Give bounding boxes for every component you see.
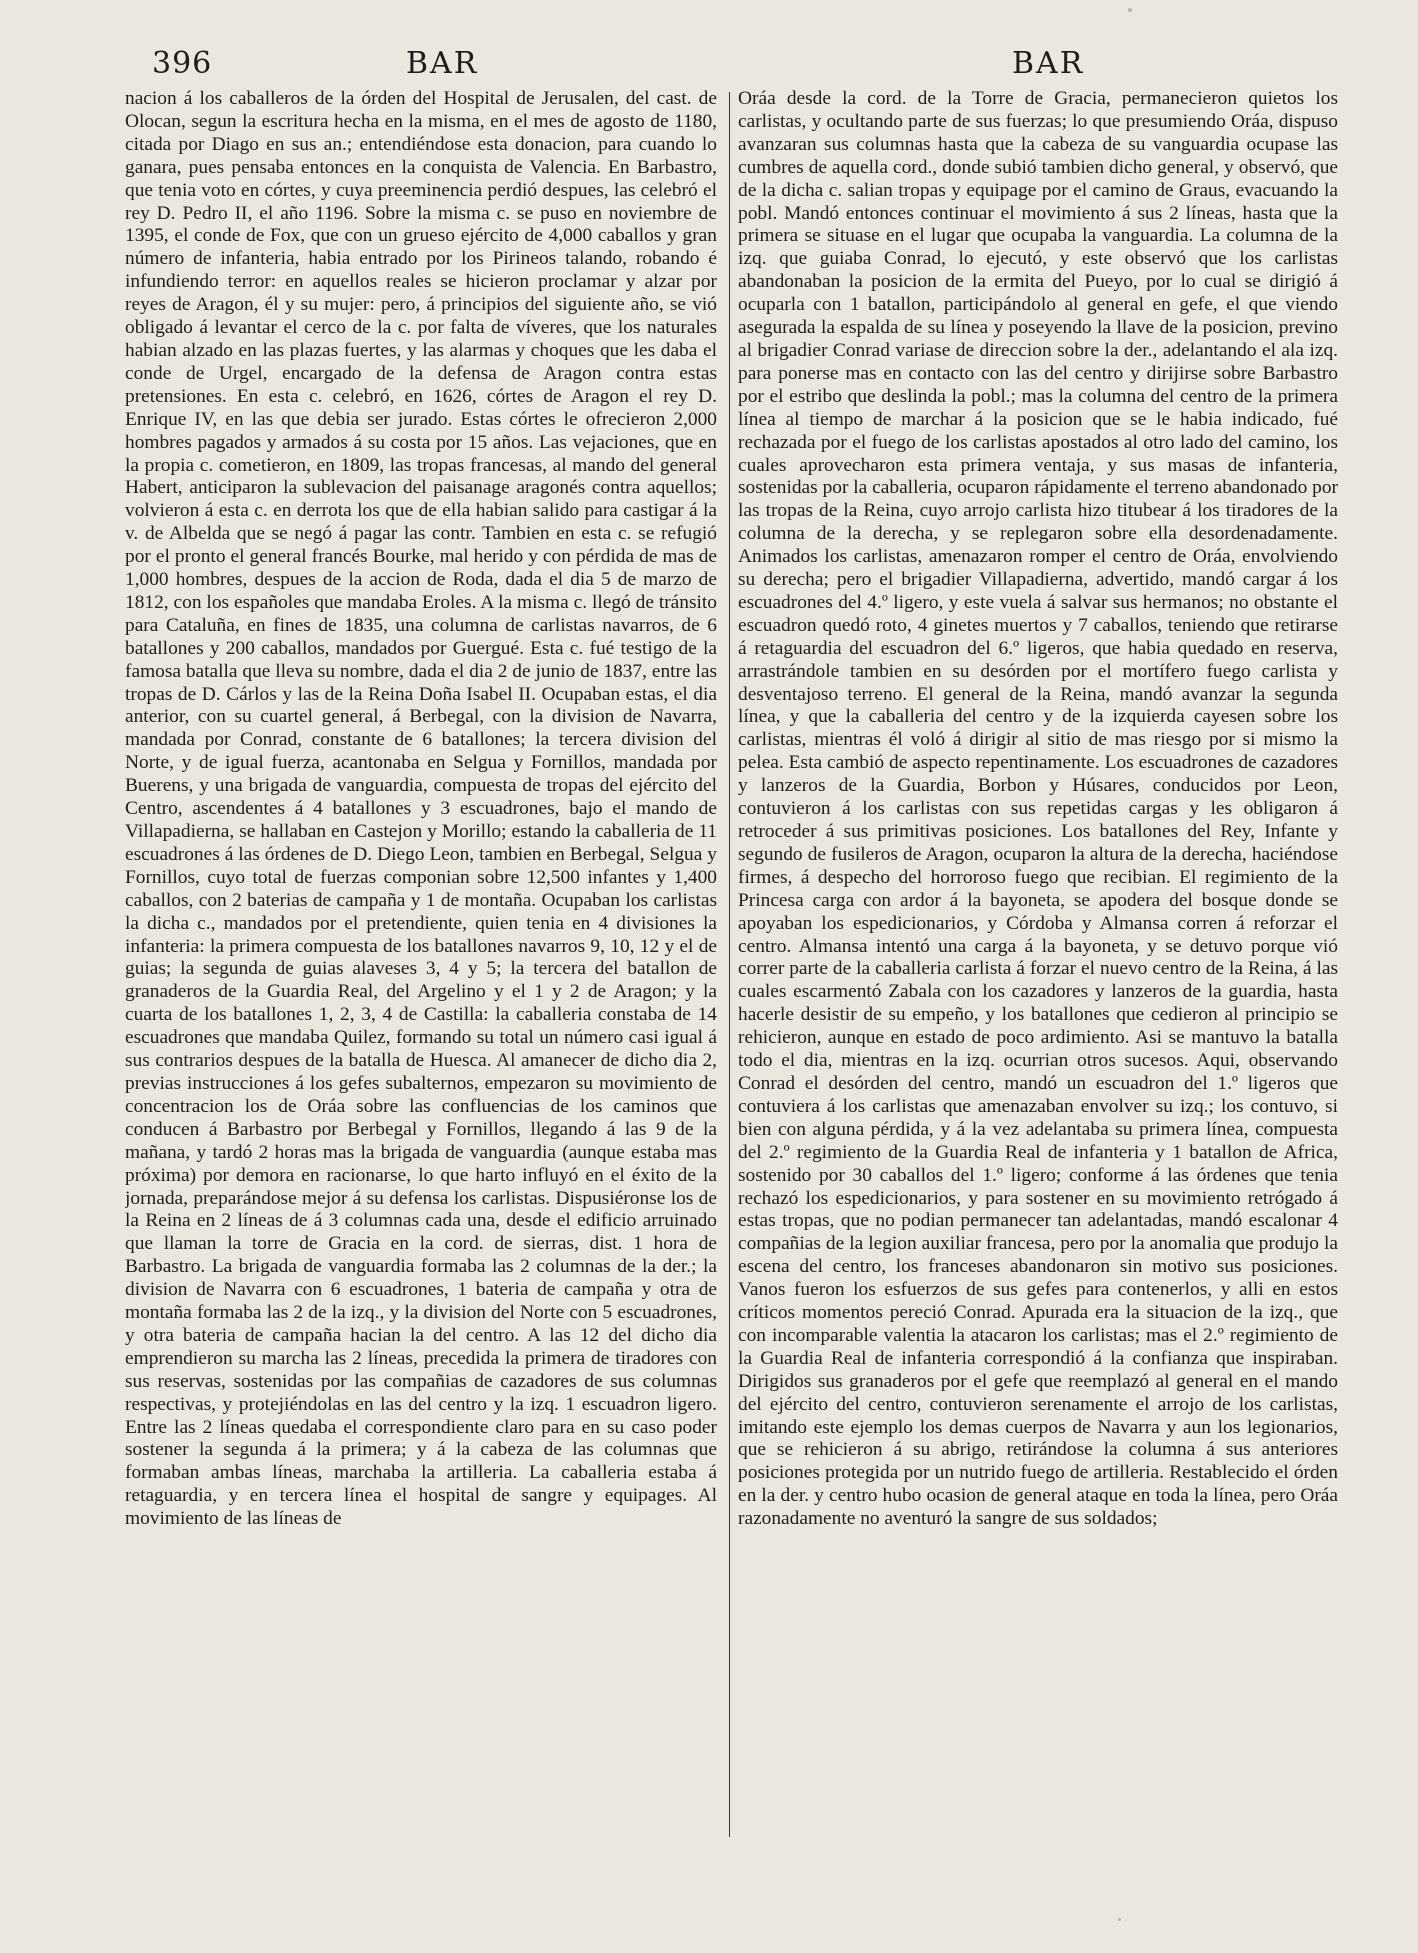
paper-speck [1128, 8, 1132, 12]
paper-speck [1118, 1918, 1121, 1921]
right-text-column [738, 88, 1338, 1838]
column-divider [729, 92, 730, 1837]
right-running-head: BAR [1012, 46, 1085, 81]
left-column-paragraph: nacion á los caballeros de la órden del Hospital de Jerusalen, del cast. de Olocan, segun la escritura hecha en la misma, en el mes de agosto de 1180, citada por Diago en sus an.; entendiéndose esta donacion, para cuando lo ganara, pues pensaba entonces en la conquista de Valencia. En Barbastro, que tenia voto en córtes, y cuya preeminencia perdió despues, las celebró el rey D. Pedro II, el año 1196. Sobre la misma c. se puso en noviembre de 1395, el conde de Fox, que con un grueso ejército de 4,000 caballos y gran número de infanteria, habia entrado por los Pirineos talando, robando é infundiendo terror: en aquellos reales se hicieron proclamar y alzar por reyes de Aragon, él y su mujer: pero, á principios del siguiente año, se vió obligado á levantar el cerco de la c. por falta de víveres, que los naturales habian alzado en las plazas fuertes, y las alarmas y choques que les daba el conde de Urgel, encargado de la defensa de Aragon contra estas pretensiones. En esta c. celebró, en 1626, córtes de Aragon el rey D. Enrique IV, en las que debia ser jurado. Estas córtes le ofrecieron 2,000 hombres pagados y armados á su costa por 15 años. Las vejaciones, que en la propia c. cometieron, en 1809, las tropas francesas, al mando del general Habert, anticiparon la sublevacion del paisanage aragonés contra aquellos; volvieron á esta c. en derrota los que de ella habian salido para castigar á la v. de Albelda que se negó á pagar las contr. Tambien en esta c. se refugió por el pronto el general francés Bourke, mal herido y con pérdida de mas de 1,000 hombres, despues de la accion de Roda, dada el dia 5 de marzo de 1812, con los españoles que mandaba Eroles. A la misma c. llegó de tránsito para Cataluña, en fines de 1835, una columna de carlistas navarros, de 6 batallones y 200 caballos, mandados por Guergué. Esta c. fué testigo de la famosa batalla que lleva su nombre, dada el dia 2 de junio de 1837, entre las tropas de D. Cárlos y las de la Reina Doña Isabel II. Ocupaban estas, el dia anterior, con su cuartel general, á Berbegal, con la division de Navarra, mandada por Conrad, constante de 6 batallones; la tercera division del Norte, y de igual fuerza, acantonaba en Selgua y Fornillos, mandada por Buerens, y una brigada de vanguardia, compuesta de tropas del ejército del Centro, ascendentes á 4 batallones y 3 escuadrones, bajo el mando de Villapadierna, se hallaban en Castejon y Morillo; estando la caballeria de 11 escuadrones á las órdenes de D. Diego Leon, tambien en Berbegal, Selgua y Fornillos, cuyo total de fuerzas componian sobre 12,500 infantes y 1,400 caballos, con 2 baterias de campaña y 1 de montaña. Ocupaban los carlistas la dicha c., mandados por el pretendiente, quien tenia en 4 divisiones la infanteria: la primera compuesta de los batallones navarros 9, 10, 12 y el de guias; la segunda de guias alaveses 3, 4 y 5; la tercera del batallon de granaderos de la Guardia Real, del Argelino y el 1 y 2 de Aragon; y la cuarta de los batallones 1, 2, 3, 4 de Castilla: la caballeria constaba de 14 escuadrones que mandaba Quilez, formando su total un número casi igual á sus contrarios despues de la batalla de Huesca. Al amanecer de dicho dia 2, previas instrucciones á los gefes subalternos, empezaron su movimiento de concentracion los de Oráa sobre las confluencias de los caminos que conducen á Barbastro por Berbegal y Fornillos, llegando á las 9 de la mañana, y tardó 2 horas mas la brigada de vanguardia (aunque estaba mas próxima) por demora en racionarse, lo que harto influyó en el éxito de la jornada, preparándose mejor á su defensa los carlistas. Dispusiéronse los de la Reina en 2 líneas de á 3 columnas cada una, desde el edificio arruinado que llaman la torre de Gracia en la cord. de sierras, dist. 1 hora de Barbastro. La brigada de vanguardia formaba las 2 columnas de la der.; la division de Navarra con 6 escuadrones, 1 bateria de campaña y otra de montaña formaba las 2 de la izq., y la division del Norte con 5 escuadrones, y otra bateria de campaña hacian la del centro. A las 12 del dicho dia emprendieron su marcha las 2 líneas, precedida la primera de tiradores con sus reservas, sostenidas por las compañias de cazadores de sus columnas respectivas, y protejiéndolas en las del centro y la izq. 1 escuadron ligero. Entre las 2 líneas quedaba el correspondiente claro para en su caso poder sostener la segunda á la primera; y á la cabeza de las columnas que formaban ambas líneas, marchaba la artilleria. La caballeria estaba á retaguardia, y en tercera línea el hospital de sangre y equipages. Al movimiento de las líneas de [125, 88, 717, 1530]
left-text-column [125, 88, 717, 1838]
left-running-head: BAR [406, 46, 479, 81]
right-column-paragraph: Oráa desde la cord. de la Torre de Gracia, permanecieron quietos los carlistas, y ocultando parte de sus fuerzas; lo que presumiendo Oráa, dispuso avanzaran sus columnas hasta que la cabeza de su vanguardia ocupase las cumbres de aquella cord., donde subió tambien dicho general, y observó, que de la dicha c. salian tropas y equipage por el camino de Graus, evacuando la pobl. Mandó entonces continuar el movimiento á sus 2 líneas, hasta que la primera se situase en el lugar que ocupaba la vanguardia. La columna de la izq. que guiaba Conrad, lo ejecutó, y este observó que los carlistas abandonaban la posicion de la ermita del Pueyo, por lo cual se dirigió á ocuparla con 1 batallon, participándolo al general en gefe, el que viendo asegurada la espalda de su línea y poseyendo la llave de la posicion, previno al brigadier Conrad variase de direccion sobre la der., adelantando el ala izq. para ponerse mas en contacto con las del centro y dirijirse sobre Barbastro por el estribo que deslinda la pobl.; mas la columna del centro de la primera línea al tiempo de marchar á la posicion que se le habia indicado, fué rechazada por el fuego de los carlistas apostados al otro lado del camino, los cuales aprovecharon esta primera ventaja, y sus masas de infanteria, sostenidas por la caballeria, ocuparon rápidamente el terreno abandonado por las tropas de la Reina, cuyo arrojo carlista hizo titubear á los tiradores de la columna de la derecha, y se replegaron sobre ella desordenadamente. Animados los carlistas, amenazaron romper el centro de Oráa, envolviendo su derecha; pero el brigadier Villapadierna, advertido, mandó cargar á los escuadrones del 4.º ligero, y este vuela á salvar sus hermanos; no obstante el escuadron quedó roto, 4 ginetes muertos y 7 caballos, teniendo que retirarse á retaguardia del escuadron del 6.º ligeros, que habia quedado en reserva, arrastrándole tambien en su desórden por el mortífero fuego carlista y desventajoso terreno. El general de la Reina, mandó avanzar la segunda línea, y que la caballeria del centro y de la izquierda cayesen sobre los carlistas, mientras él voló á dirigir al sitio de mas riesgo por si mismo la pelea. Esta cambió de aspecto repentinamente. Los escuadrones de cazadores y lanzeros de la Guardia, Borbon y Húsares, conducidos por Leon, contuvieron á los carlistas con sus repetidas cargas y les obligaron á retroceder á sus primitivas posiciones. Los batallones del Rey, Infante y segundo de fusileros de Aragon, ocuparon la altura de la derecha, haciéndose firmes, á despecho del horroroso fuego que recibian. El regimiento de la Princesa carga con ardor á la bayoneta, se apodera del bosque donde se apoyaban los espedicionarios, y Córdoba y Almansa corren á reforzar el centro. Almansa intentó una carga á la bayoneta, y se detuvo porque vió correr parte de la caballeria carlista á forzar el nuevo centro de la Reina, á las cuales escarmentó Zabala con los cazadores y lanzeros de la guardia, hasta hacerle desistir de su empeño, y los batallones que cedieron al principio se rehicieron, aunque en estado de poco ardimiento. Asi se mantuvo la batalla todo el dia, mientras en la izq. ocurrian otros sucesos. Aqui, observando Conrad el desórden del centro, mandó un escuadron del 1.º ligeros que contuviera á los carlistas que amenazaban envolver su izq.; los contuvo, si bien con alguna pérdida, y á la vez adelantaba su primera línea, compuesta del 2.º regimiento de la Guardia Real de infanteria y 1 batallon de Africa, sostenido por 30 caballos del 1.º ligero; conforme á las órdenes que tenia rechazó los espedicionarios, y para sostener en su movimiento retrógado á estas tropas, que no podian permanecer tan adelantadas, mandó escalonar 4 compañias de la legion auxiliar francesa, pero por la anomalia que produjo la escena del centro, los franceses abandonaron sin motivo sus posiciones. Vanos fueron los esfuerzos de sus gefes para contenerlos, y alli en estos críticos momentos pereció Conrad. Apurada era la situacion de la izq., que con incomparable valentia la atacaron los carlistas; mas el 2.º regimiento de la Guardia Real de infanteria correspondió á la confianza que inspiraban. Dirigidos sus granaderos por el gefe que reemplazó al general en el mando del ejército del centro, contuvieron serenamente el arrojo de los carlistas, imitando este ejemplo los demas cuerpos de Navarra y aun los legionarios, que se rehicieron á su abrigo, retirándose la columna á sus anteriores posiciones protegida por un nutrido fuego de artilleria. Restablecido el órden en la der. y centro hubo ocasion de general ataque en toda la línea, pero Oráa razonadamente no aventuró la sangre de sus soldados; [738, 88, 1338, 1530]
page-number: 396 [152, 46, 213, 81]
